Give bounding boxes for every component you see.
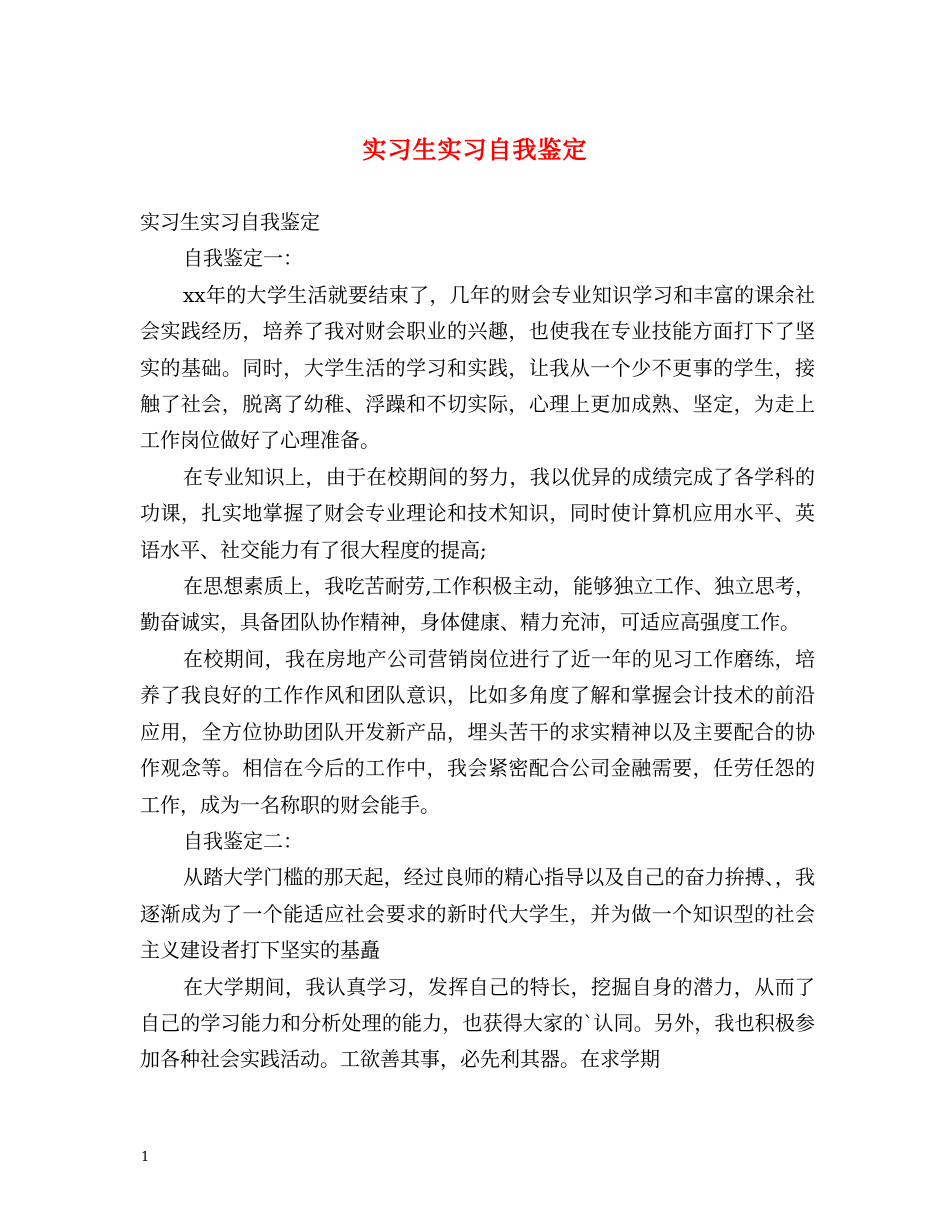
document-body [140, 204, 815, 1078]
paragraph: 在校期间，我在房地产公司营销岗位进行了近一年的见习工作磨练，培养了我良好的工作作风和团队意识，比如多角度了解和掌握会计技术的前沿应用，全方位协助团队开发新产品，埋头苦干的求实精神以及主要配合的协作观念等。相信在今后的工作中，我会紧密配合公司金融需要，任劳任怨的工作，成为一名称职的财会能手。 [140, 646, 815, 817]
document-title: 实习生实习自我鉴定 [362, 135, 588, 164]
paragraph: xx年的大学生活就要结束了，几年的财会专业知识学习和丰富的课余社会实践经历，培养了我对财会职业的兴趣，也使我在专业技能方面打下了坚实的基础。同时，大学生活的学习和实践，让我从一个少不更事的学生，接触了社会，脱离了幼稚、浮躁和不切实际，心理上更加成熟、坚定，为走上工作岗位做好了心理准备。 [140, 282, 815, 453]
paragraph: 在思想素质上，我吃苦耐劳,工作积极主动，能够独立工作、独立思考，勤奋诚实，具备团队协作精神，身体健康、精力充沛，可适应高强度工作。 [140, 574, 815, 635]
paragraph: 在大学期间，我认真学习，发挥自己的特长，挖掘自身的潜力，从而了自己的学习能力和分析处理的能力，也获得大家的`认同。另外，我也积极参加各种社会实践活动。工欲善其事，必先利其器。在求学期 [140, 974, 815, 1072]
page-number: 1 [141, 1150, 150, 1165]
paragraph: 在专业知识上，由于在校期间的努力，我以优异的成绩完成了各学科的功课，扎实地掌握了财会专业理论和技术知识，同时使计算机应用水平、英语水平、社交能力有了很大程度的提高; [140, 464, 815, 562]
paragraph: 从踏大学门槛的那天起，经过良师的精心指导以及自己的奋力拚搏、，我逐渐成为了一个能适应社会要求的新时代大学生，并为做一个知识型的社会主义建设者打下坚实的基矗 [140, 865, 815, 963]
section-heading-two: 自我鉴定二： [183, 828, 303, 853]
section-heading-one: 自我鉴定一： [183, 246, 303, 271]
subtitle-line: 实习生实习自我鉴定 [140, 210, 320, 234]
